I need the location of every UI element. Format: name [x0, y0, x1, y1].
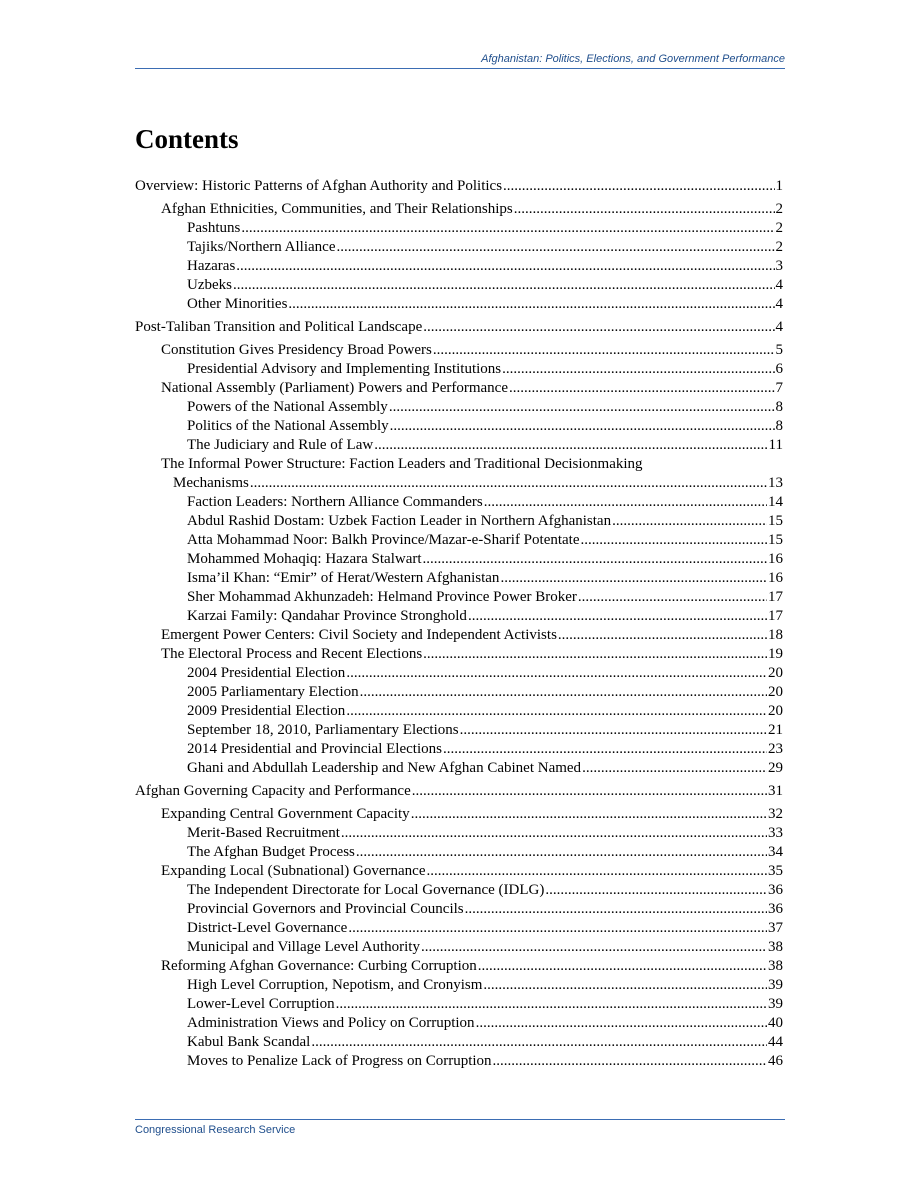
toc-entry-label: Pashtuns — [187, 220, 241, 236]
dot-leader — [423, 318, 774, 337]
dot-leader — [427, 862, 768, 881]
toc-entry-page: 16 — [768, 551, 783, 567]
toc-entry-level2[interactable] — [135, 341, 783, 360]
toc-entry-label: Ghani and Abdullah Leadership and New Afghan Cabinet Named — [187, 760, 582, 776]
dot-leader — [493, 1052, 767, 1071]
dot-leader — [348, 919, 767, 938]
toc-entry-level3[interactable] — [135, 493, 783, 512]
toc-entry-label: Abdul Rashid Dostam: Uzbek Faction Leader in Northern Afghanistan — [187, 513, 612, 529]
toc-entry-label: Atta Mohammad Noor: Balkh Province/Mazar-e-Sharif Potentate — [187, 532, 580, 548]
dot-leader — [581, 531, 767, 550]
dot-leader — [411, 805, 767, 824]
footer-divider — [135, 1119, 785, 1120]
toc-entry-page: 33 — [768, 825, 783, 841]
dot-leader — [311, 1033, 767, 1052]
toc-entry-level3[interactable] — [135, 417, 783, 436]
toc-entry-level2[interactable] — [135, 645, 783, 664]
toc-entry-level3[interactable] — [135, 1052, 783, 1071]
toc-entry-label: Moves to Penalize Lack of Progress on Corruption — [187, 1053, 492, 1069]
toc-entry-level1[interactable] — [135, 782, 783, 801]
toc-entry-label: Merit-Based Recruitment — [187, 825, 340, 841]
dot-leader — [236, 257, 774, 276]
toc-entry-page: 17 — [768, 589, 783, 605]
toc-entry-page: 17 — [768, 608, 783, 624]
dot-leader — [288, 295, 774, 314]
toc-entry-page: 4 — [775, 296, 783, 312]
toc-entry-label: Presidential Advisory and Implementing Institutions — [187, 361, 502, 377]
dot-leader — [503, 177, 774, 196]
toc-entry-page: 14 — [768, 494, 783, 510]
dot-leader — [250, 474, 767, 493]
dot-leader — [233, 276, 775, 295]
toc-entry-label: Afghan Ethnicities, Communities, and Their Relationships — [161, 201, 513, 217]
toc-entry-level3[interactable] — [135, 276, 783, 295]
toc-entry-page: 29 — [768, 760, 783, 776]
toc-entry-level3[interactable] — [135, 360, 783, 379]
toc-entry-label: The Informal Power Structure: Faction Leaders and Traditional Decisionmaking — [161, 456, 643, 472]
toc-entry-label: The Independent Directorate for Local Governance (IDLG) — [187, 882, 545, 898]
dot-leader — [612, 512, 767, 531]
toc-entry-level3[interactable] — [135, 702, 783, 721]
toc-entry-level3[interactable] — [135, 398, 783, 417]
toc-entry-label: Afghan Governing Capacity and Performance — [135, 783, 411, 799]
dot-leader — [483, 976, 767, 995]
toc-entry-page: 18 — [768, 627, 783, 643]
toc-entry-page: 4 — [775, 319, 783, 335]
toc-entry-level3[interactable] — [135, 295, 783, 314]
toc-entry-page: 2 — [775, 220, 783, 236]
dot-leader — [468, 607, 767, 626]
toc-entry-level3[interactable] — [135, 976, 783, 995]
toc-entry-label: District-Level Governance — [187, 920, 348, 936]
dot-leader — [500, 569, 767, 588]
dot-leader — [545, 881, 767, 900]
toc-entry-page: 16 — [768, 570, 783, 586]
toc-entry-page: 38 — [768, 939, 783, 955]
toc-entry-page: 7 — [775, 380, 783, 396]
toc-entry-level3[interactable] — [135, 938, 783, 957]
toc-entry-level3[interactable] — [135, 531, 783, 550]
toc-entry-page: 36 — [768, 901, 783, 917]
dot-leader — [423, 550, 767, 569]
toc-entry-label: 2004 Presidential Election — [187, 665, 346, 681]
dot-leader — [423, 645, 767, 664]
toc-entry-level3[interactable] — [135, 881, 783, 900]
toc-entry-page: 31 — [768, 783, 783, 799]
toc-entry-page: 5 — [775, 342, 783, 358]
toc-entry-level2[interactable] — [135, 626, 783, 645]
toc-entry-level2[interactable] — [135, 957, 783, 976]
dot-leader — [389, 398, 775, 417]
toc-entry-page: 38 — [768, 958, 783, 974]
toc-entry-label: Tajiks/Northern Alliance — [187, 239, 336, 255]
toc-entry-page: 32 — [768, 806, 783, 822]
dot-leader — [336, 995, 767, 1014]
toc-entry-label: Isma’il Khan: “Emir” of Herat/Western Afghanistan — [187, 570, 500, 586]
toc-entry-level3[interactable] — [135, 995, 783, 1014]
dot-leader — [558, 626, 767, 645]
page-title: Contents — [135, 124, 239, 154]
toc-entry-page: 8 — [775, 399, 783, 415]
toc-entry-label: The Electoral Process and Recent Elections — [161, 646, 423, 662]
dot-leader — [509, 379, 775, 398]
toc-entry-page: 40 — [768, 1015, 783, 1031]
toc-entry-page: 15 — [768, 532, 783, 548]
dot-leader — [360, 683, 767, 702]
toc-entry-label: 2005 Parliamentary Election — [187, 684, 359, 700]
toc-entry-level3[interactable] — [135, 721, 783, 740]
toc-entry-label: Powers of the National Assembly — [187, 399, 388, 415]
toc-entry-label: Provincial Governors and Provincial Councils — [187, 901, 464, 917]
toc-entry-level3[interactable] — [135, 1014, 783, 1033]
toc-entry-label: Faction Leaders: Northern Alliance Commanders — [187, 494, 483, 510]
toc-entry-label: Constitution Gives Presidency Broad Powers — [161, 342, 432, 358]
toc-entry-label: Municipal and Village Level Authority — [187, 939, 420, 955]
dot-leader — [337, 238, 775, 257]
toc-entry-label: The Afghan Budget Process — [187, 844, 355, 860]
toc-entry-page: 20 — [768, 684, 783, 700]
toc-entry-label: Lower-Level Corruption — [187, 996, 335, 1012]
toc-entry-level2[interactable] — [135, 379, 783, 398]
toc-entry-level3[interactable] — [135, 588, 783, 607]
dot-leader — [346, 664, 767, 683]
dot-leader — [421, 938, 767, 957]
toc-entry-level3[interactable] — [135, 664, 783, 683]
toc-entry-label: The Judiciary and Rule of Law — [187, 437, 374, 453]
toc-entry-page: 46 — [768, 1053, 783, 1069]
toc-entry-page: 20 — [768, 703, 783, 719]
toc-entry-level3[interactable] — [135, 759, 783, 778]
dot-leader — [241, 219, 774, 238]
toc-entry-page: 4 — [775, 277, 783, 293]
toc-entry-level3[interactable] — [135, 900, 783, 919]
toc-entry-continuation — [161, 474, 783, 493]
toc-entry-page: 35 — [768, 863, 783, 879]
toc-entry-label: Expanding Central Government Capacity — [161, 806, 410, 822]
toc-entry-level3[interactable] — [135, 607, 783, 626]
toc-entry-label: Politics of the National Assembly — [187, 418, 389, 434]
dot-leader — [460, 721, 767, 740]
toc-entry-label: Sher Mohammad Akhunzadeh: Helmand Province Power Broker — [187, 589, 577, 605]
toc-entry-label: Karzai Family: Qandahar Province Stronghold — [187, 608, 467, 624]
dot-leader — [374, 436, 767, 455]
toc-entry-page: 6 — [775, 361, 783, 377]
toc-entry-level2[interactable] — [135, 455, 783, 493]
toc-entry-label: 2014 Presidential and Provincial Elections — [187, 741, 442, 757]
toc-entry-level3[interactable] — [135, 843, 783, 862]
toc-entry-page: 39 — [768, 996, 783, 1012]
toc-entry-page: 19 — [768, 646, 783, 662]
toc-entry-label: September 18, 2010, Parliamentary Elections — [187, 722, 459, 738]
toc-entry-level3[interactable] — [135, 569, 783, 588]
footer-publisher: Congressional Research Service — [135, 1124, 296, 1136]
toc-entry-level3[interactable] — [135, 512, 783, 531]
toc-entry-label: Uzbeks — [187, 277, 232, 293]
dot-leader — [433, 341, 775, 360]
dot-leader — [578, 588, 767, 607]
toc-entry-level3[interactable] — [135, 436, 783, 455]
toc-entry-label: Emergent Power Centers: Civil Society and Independent Activists — [161, 627, 557, 643]
dot-leader — [443, 740, 767, 759]
toc-entry-level3[interactable] — [135, 238, 783, 257]
toc-entry-level3[interactable] — [135, 550, 783, 569]
running-header: Afghanistan: Politics, Elections, and Government Performance — [481, 53, 785, 65]
toc-entry-level3[interactable] — [135, 683, 783, 702]
dot-leader — [502, 360, 774, 379]
dot-leader — [476, 1014, 767, 1033]
toc-entry-label: National Assembly (Parliament) Powers and Performance — [161, 380, 508, 396]
toc-entry-page: 23 — [768, 741, 783, 757]
toc-entry-level1[interactable] — [135, 318, 783, 337]
toc-entry-label: Other Minorities — [187, 296, 288, 312]
toc-entry-level2[interactable] — [135, 200, 783, 219]
dot-leader — [514, 200, 775, 219]
toc-entry-page: 39 — [768, 977, 783, 993]
toc-entry-page: 8 — [775, 418, 783, 434]
dot-leader — [484, 493, 767, 512]
toc-entry-label: Hazaras — [187, 258, 236, 274]
toc-entry-label: Expanding Local (Subnational) Governance — [161, 863, 426, 879]
toc-entry-label-continued: Mechanisms — [173, 475, 249, 491]
dot-leader — [341, 824, 767, 843]
toc-entry-page: 36 — [768, 882, 783, 898]
toc-entry-level1[interactable] — [135, 177, 783, 196]
toc-entry-label: Post-Taliban Transition and Political Landscape — [135, 319, 423, 335]
toc-entry-page: 2 — [775, 201, 783, 217]
toc-entry-label: Kabul Bank Scandal — [187, 1034, 311, 1050]
toc-entry-page: 3 — [775, 258, 783, 274]
toc-entry-level2[interactable] — [135, 805, 783, 824]
toc-entry-level3[interactable] — [135, 824, 783, 843]
toc-entry-page: 2 — [775, 239, 783, 255]
toc-entry-page: 1 — [775, 178, 783, 194]
toc-entry-level3[interactable] — [135, 1033, 783, 1052]
toc-entry-level3[interactable] — [135, 919, 783, 938]
toc-entry-label: Reforming Afghan Governance: Curbing Corruption — [161, 958, 477, 974]
toc-entry-label: Mohammed Mohaqiq: Hazara Stalwart — [187, 551, 422, 567]
table-of-contents — [135, 177, 783, 1071]
toc-entry-level3[interactable] — [135, 740, 783, 759]
header-divider — [135, 68, 785, 69]
toc-entry-level3[interactable] — [135, 219, 783, 238]
toc-entry-page: 44 — [768, 1034, 783, 1050]
toc-entry-page: 20 — [768, 665, 783, 681]
dot-leader — [412, 782, 767, 801]
toc-entry-page: 15 — [768, 513, 783, 529]
toc-entry-label: Administration Views and Policy on Corruption — [187, 1015, 475, 1031]
toc-entry-level3[interactable] — [135, 257, 783, 276]
toc-entry-page: 11 — [768, 437, 783, 453]
toc-entry-page: 21 — [768, 722, 783, 738]
toc-entry-page: 34 — [768, 844, 783, 860]
dot-leader — [356, 843, 767, 862]
dot-leader — [478, 957, 767, 976]
toc-entry-label: Overview: Historic Patterns of Afghan Authority and Politics — [135, 178, 503, 194]
toc-entry-page: 13 — [768, 475, 783, 491]
dot-leader — [582, 759, 767, 778]
dot-leader — [390, 417, 775, 436]
toc-entry-label: 2009 Presidential Election — [187, 703, 346, 719]
toc-entry-page: 37 — [768, 920, 783, 936]
toc-entry-level2[interactable] — [135, 862, 783, 881]
toc-entry-label: High Level Corruption, Nepotism, and Cronyism — [187, 977, 483, 993]
dot-leader — [346, 702, 767, 721]
dot-leader — [465, 900, 767, 919]
